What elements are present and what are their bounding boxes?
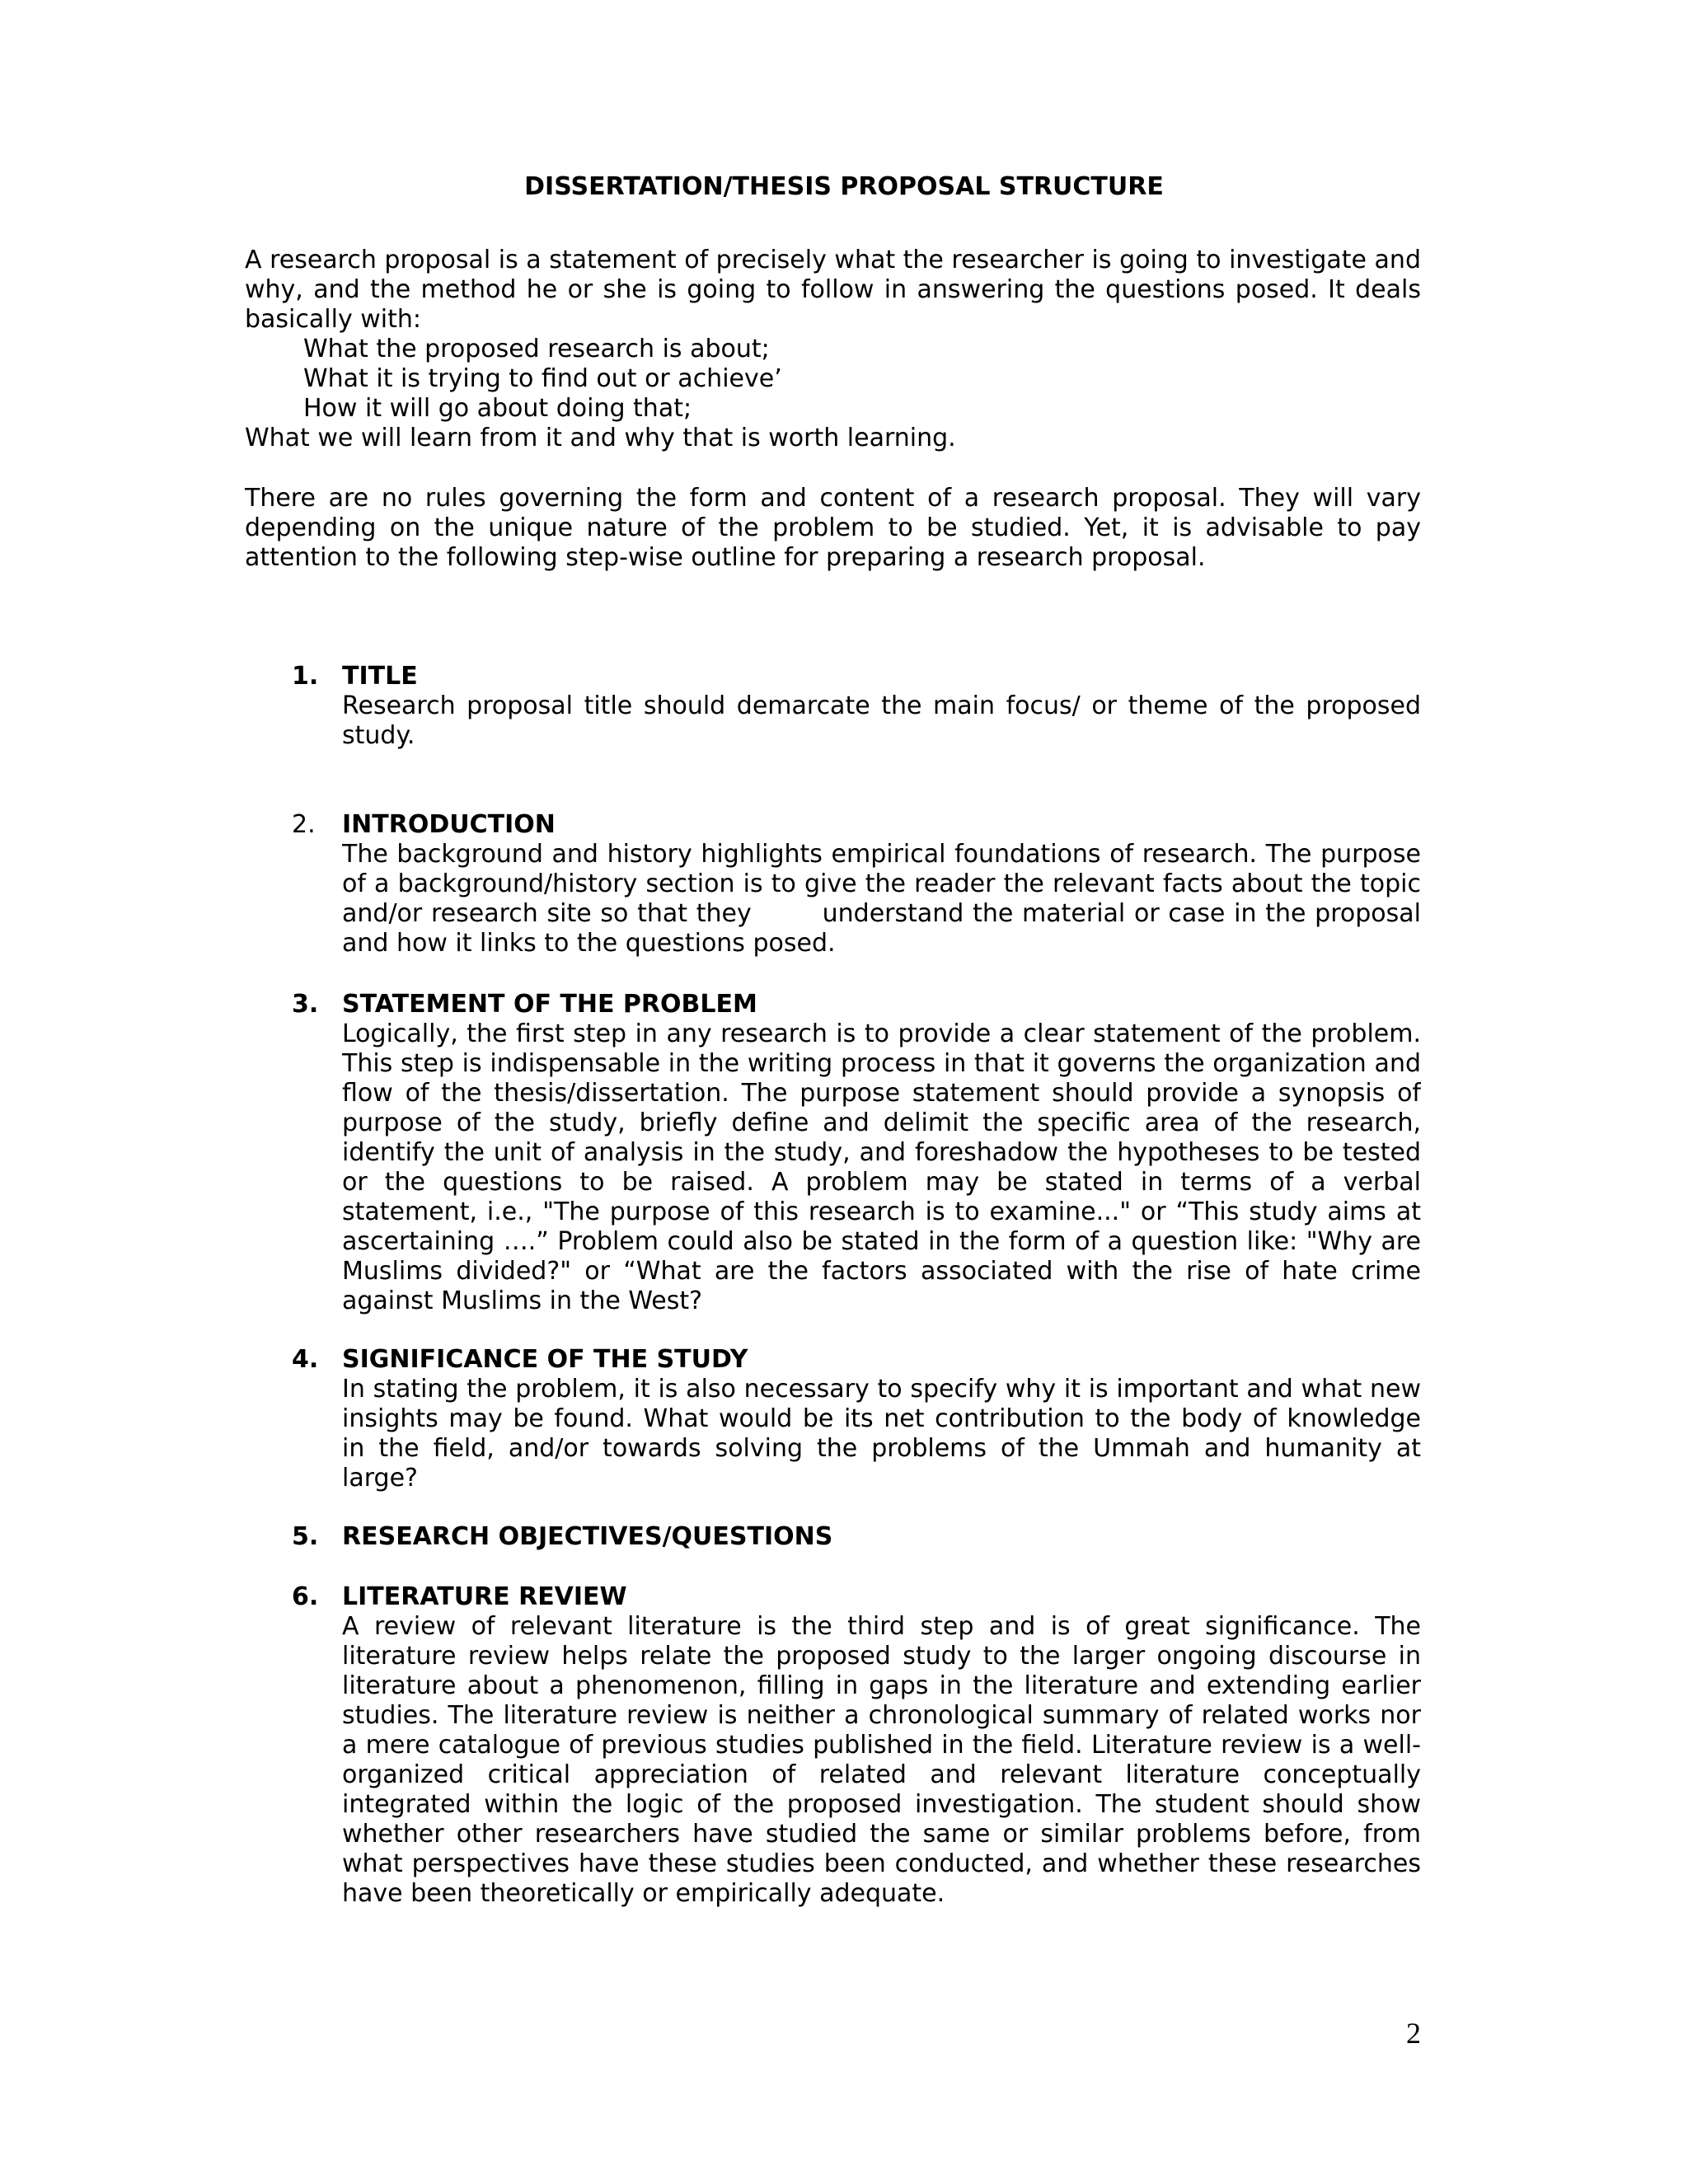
section-line: The background and history highlights empirical foundations of research. The purpose (342, 840, 1421, 869)
intro-para-1-line-3: basically with: (245, 305, 421, 334)
intro-para-1-line-2: why, and the method he or she is going to follow in answering the questions posed. It deals (245, 275, 1421, 304)
section-line: purpose of the study, briefly define and delimit the specific area of the research, (342, 1108, 1421, 1137)
section-line: In stating the problem, it is also necessary to specify why it is important and what new (342, 1375, 1421, 1404)
section-line: large? (342, 1464, 418, 1493)
section-heading-title: TITLE (342, 662, 418, 691)
section-line: integrated within the logic of the proposed investigation. The student should show (342, 1790, 1421, 1819)
section-line: whether other researchers have studied the same or similar problems before, from (342, 1820, 1421, 1849)
intro-list-item: What the proposed research is about; (303, 335, 770, 363)
section-line: a mere catalogue of previous studies published in the field. Literature review is a well- (342, 1731, 1421, 1760)
section-number: 2. (292, 810, 316, 839)
section-line: flow of the thesis/dissertation. The purpose statement should provide a synopsis of (342, 1079, 1421, 1108)
section-line: and how it links to the questions posed. (342, 929, 836, 958)
intro-last-line: What we will learn from it and why that is worth learning. (245, 424, 956, 452)
intro-para-2-line-2: depending on the unique nature of the problem to be studied. Yet, it is advisable to pay (245, 513, 1421, 542)
section-heading-significance: SIGNIFICANCE OF THE STUDY (342, 1345, 748, 1374)
intro-list-item: How it will go about doing that; (303, 394, 692, 423)
section-heading-literature-review: LITERATURE REVIEW (342, 1582, 627, 1611)
section-line: study. (342, 721, 415, 750)
section-number: 5. (292, 1522, 319, 1551)
section-line: have been theoretically or empirically adequate. (342, 1879, 945, 1908)
section-line: insights may be found. What would be its net contribution to the body of knowledge (342, 1404, 1421, 1433)
section-line: and/or research site so that they understand the material or case in the proposal (342, 899, 1421, 928)
section-line: in the field, and/or towards solving the problems of the Ummah and humanity at (342, 1434, 1421, 1463)
section-line: of a background/history section is to give the reader the relevant facts about the topic (342, 869, 1421, 898)
section-number: 4. (292, 1345, 319, 1374)
section-line: identify the unit of analysis in the study, and foreshadow the hypotheses to be tested (342, 1138, 1421, 1167)
section-line: A review of relevant literature is the third step and is of great significance. The (342, 1612, 1421, 1641)
section-heading-statement-of-problem: STATEMENT OF THE PROBLEM (342, 990, 757, 1019)
intro-para-1-line-1: A research proposal is a statement of precisely what the researcher is going to investigate and (245, 246, 1421, 274)
section-line: organized critical appreciation of related and relevant literature conceptually (342, 1760, 1421, 1789)
page-number: 2 (1406, 2017, 1421, 2050)
section-number: 1. (292, 662, 319, 691)
section-heading-research-objectives: RESEARCH OBJECTIVES/QUESTIONS (342, 1522, 833, 1551)
section-line: against Muslims in the West? (342, 1286, 703, 1315)
intro-para-2-line-1: There are no rules governing the form and content of a research proposal. They will vary (245, 484, 1421, 513)
section-line: or the questions to be raised. A problem may be stated in terms of a verbal (342, 1168, 1421, 1197)
document-title: DISSERTATION/THESIS PROPOSAL STRUCTURE (524, 172, 1164, 201)
section-heading-introduction: INTRODUCTION (342, 810, 556, 839)
intro-list-item: What it is trying to find out or achieve’ (303, 364, 782, 393)
section-line: Logically, the first step in any research is to provide a clear statement of the problem. (342, 1019, 1421, 1048)
section-line: literature about a phenomenon, filling in gaps in the literature and extending earlier (342, 1671, 1421, 1700)
section-number: 6. (292, 1582, 319, 1611)
section-number: 3. (292, 990, 319, 1019)
section-line: Muslims divided?" or “What are the factors associated with the rise of hate crime (342, 1257, 1421, 1286)
intro-para-2-line-3: attention to the following step-wise outline for preparing a research proposal. (245, 543, 1206, 572)
section-line: Research proposal title should demarcate the main focus/ or theme of the proposed (342, 691, 1421, 720)
section-line: literature review helps relate the proposed study to the larger ongoing discourse in (342, 1642, 1421, 1671)
section-line: studies. The literature review is neither a chronological summary of related works nor (342, 1701, 1421, 1730)
section-line: This step is indispensable in the writing process in that it governs the organization and (342, 1049, 1421, 1078)
section-line: what perspectives have these studies been conducted, and whether these researches (342, 1849, 1421, 1878)
section-line: ascertaining ….” Problem could also be stated in the form of a question like: "Why are (342, 1227, 1421, 1256)
section-line: statement, i.e., "The purpose of this research is to examine..." or “This study aims at (342, 1197, 1421, 1226)
